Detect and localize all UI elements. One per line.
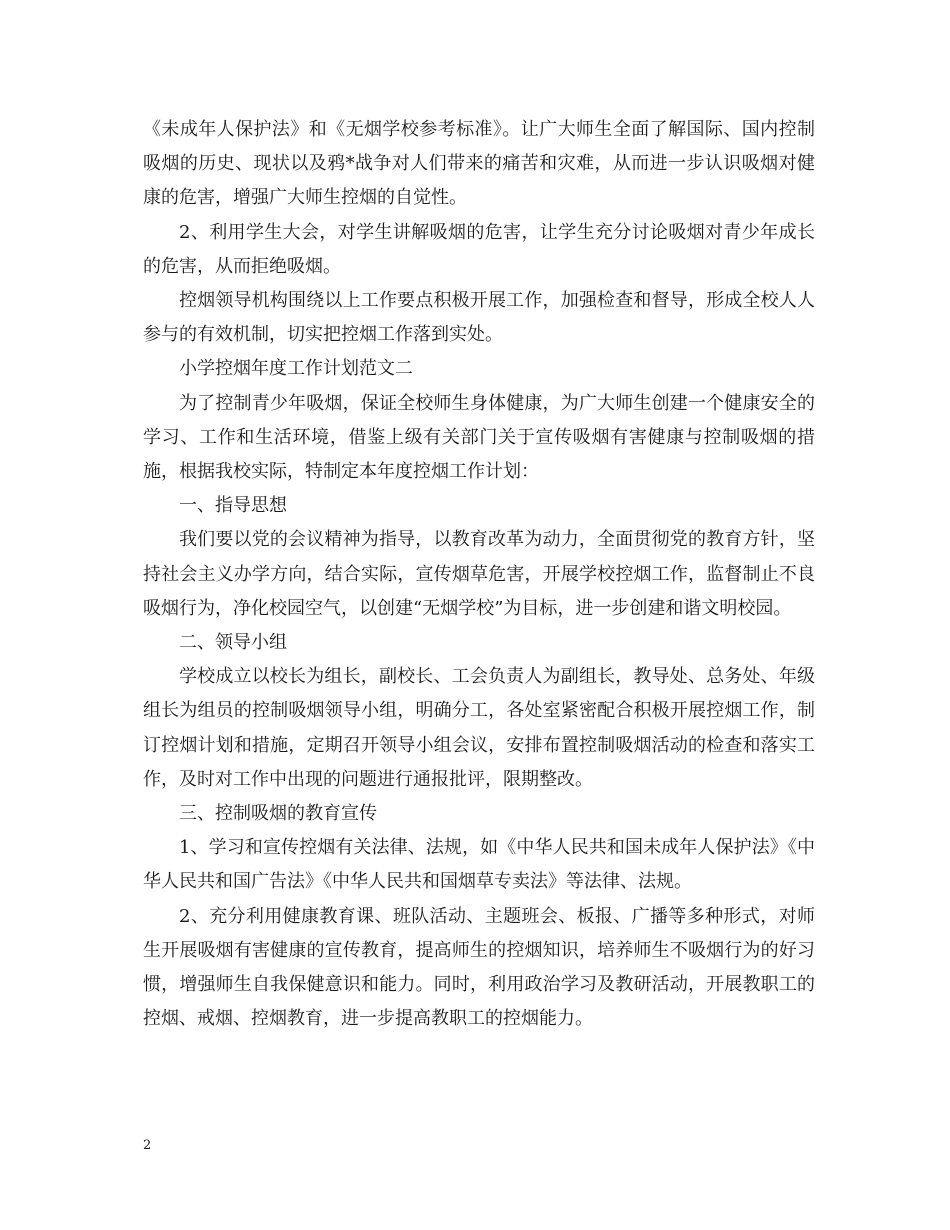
heading-education-publicity: 三、控制吸烟的教育宣传	[179, 803, 377, 825]
paragraph-leadership-work: 控烟领导机构围绕以上工作要点积极开展工作，加强检查和督导，形成全校人人参与的有效机制，切实把控烟工作落到实处。	[143, 290, 815, 346]
section-title-sample-two: 小学控烟年度工作计划范文二	[179, 358, 413, 380]
page-number: 2	[143, 1138, 152, 1153]
document-body	[143, 113, 815, 1036]
paragraph-health-education: 2、充分利用健康教育课、班队活动、主题班会、板报、广播等多种形式，对师生开展吸烟有害健康的宣传教育，提高师生的控烟知识，培养师生不吸烟行为的好习惯，增强师生自我保健意识和能力。同时，利用政治学习及教研活动，开展教职工的控烟、戒烟、控烟教育，进一步提高教职工的控烟能力。	[143, 905, 815, 1030]
paragraph-laws-regulations: 1、学习和宣传控烟有关法律、法规，如《中华人民共和国未成年人保护法》《中华人民共和国广告法》《中华人民共和国烟草专卖法》等法律、法规。	[143, 837, 815, 893]
paragraph-continuation: 《未成年人保护法》和《无烟学校参考标准》。让广大师生全面了解国际、国内控制吸烟的历史、现状以及鸦*战争对人们带来的痛苦和灾难，从而进一步认识吸烟对健康的危害，增强广大师生控烟的自觉性。	[143, 119, 815, 209]
paragraph-guiding-ideology: 我们要以党的会议精神为指导，以教育改革为动力，全面贯彻党的教育方针，坚持社会主义办学方向，结合实际，宣传烟草危害，开展学校控烟工作，监督制止不良吸烟行为，净化校园空气，以创建“无烟学校”为目标，进一步创建和谐文明校园。	[143, 529, 815, 619]
paragraph-leadership-group: 学校成立以校长为组长，副校长、工会负责人为副组长，教导处、总务处、年级组长为组员的控制吸烟领导小组，明确分工，各处室紧密配合积极开展控烟工作，制订控烟计划和措施，定期召开领导小组会议，安排布置控制吸烟活动的检查和落实工作，及时对工作中出现的问题进行通报批评，限期整改。	[143, 666, 815, 790]
heading-guiding-ideology: 一、指导思想	[179, 495, 287, 517]
paragraph-introduction: 为了控制青少年吸烟，保证全校师生身体健康，为广大师生创建一个健康安全的学习、工作和生活环境，借鉴上级有关部门关于宣传吸烟有害健康与控制吸烟的措施，根据我校实际，特制定本年度控烟工作计划：	[143, 392, 815, 483]
heading-leadership-group: 二、领导小组	[179, 632, 287, 654]
paragraph-student-assembly: 2、利用学生大会，对学生讲解吸烟的危害，让学生充分讨论吸烟对青少年成长的危害，从而拒绝吸烟。	[143, 221, 815, 277]
